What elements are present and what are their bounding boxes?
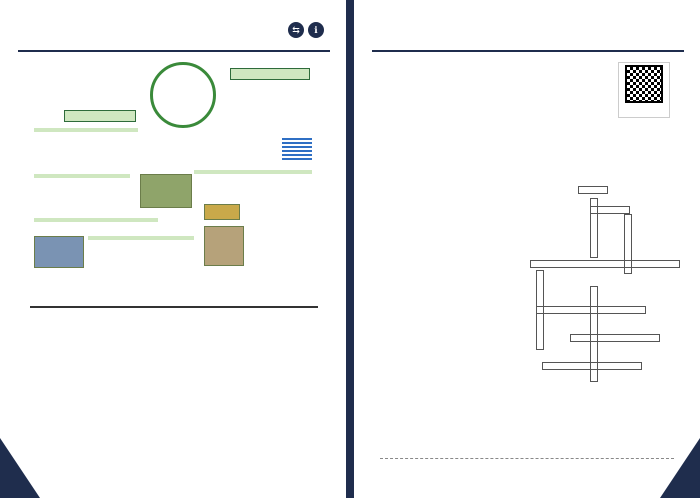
- parliament-image: [204, 204, 240, 220]
- modernidade-text: [34, 128, 138, 132]
- central-bubble: [150, 62, 216, 128]
- right-page: [354, 0, 700, 498]
- corner-decoration: [660, 438, 700, 498]
- crossword-cell[interactable]: [578, 186, 608, 194]
- arrows-icon[interactable]: ⇆: [288, 22, 304, 38]
- qr-card[interactable]: [618, 62, 670, 118]
- representativa-text: [88, 236, 194, 240]
- nav-icons: [288, 22, 324, 38]
- info-icon[interactable]: ℹ: [308, 22, 324, 38]
- modelos-text: [34, 218, 158, 222]
- entretanto-text: [194, 170, 312, 174]
- corner-decoration: [0, 438, 40, 498]
- city-image: [140, 174, 192, 208]
- modernidade-label: [64, 110, 136, 122]
- industrializacao-text: [34, 174, 130, 178]
- crossword-cell[interactable]: [590, 286, 598, 382]
- qr-code: [625, 65, 663, 103]
- crossword-grid: [530, 186, 680, 394]
- left-page: [0, 0, 346, 498]
- ballot-image: [34, 236, 84, 268]
- cipher-lines: [380, 458, 674, 459]
- crossword-cell[interactable]: [570, 334, 660, 342]
- statue-image: [204, 226, 244, 266]
- crossword-cell[interactable]: [530, 260, 680, 268]
- greek-flag-icon: [282, 138, 312, 160]
- crossword-cell[interactable]: [590, 206, 630, 214]
- title-rule: [18, 50, 330, 52]
- title-rule: [372, 50, 684, 52]
- word-search-grid: [30, 306, 318, 308]
- surgimento-label: [230, 68, 310, 80]
